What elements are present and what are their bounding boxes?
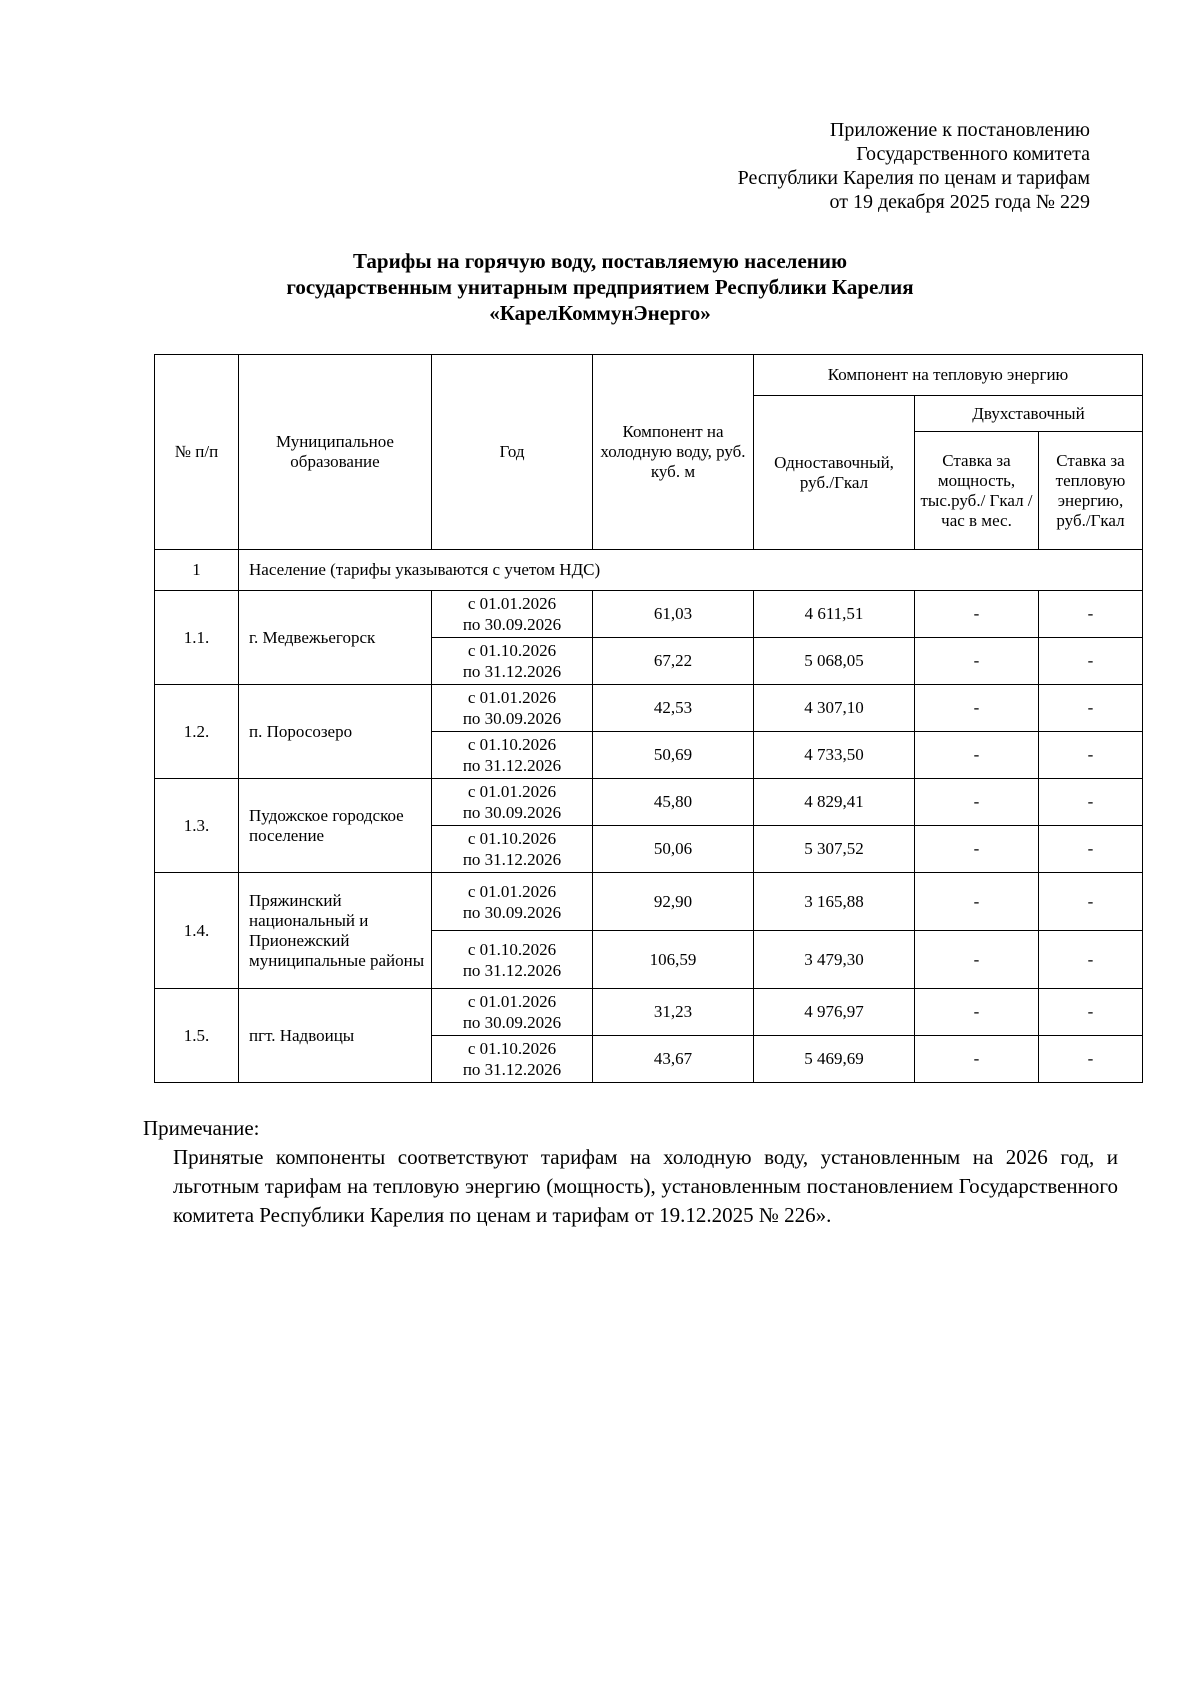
capacity-rate-value: - (915, 989, 1039, 1036)
single-rate-value: 4 733,50 (754, 732, 915, 779)
document-title (0, 248, 1200, 326)
period-from: с 01.01.2026 (467, 782, 557, 801)
title-line: «КарелКоммунЭнерго» (489, 301, 711, 325)
capacity-rate-value: - (915, 873, 1039, 931)
appendix-line: Приложение к постановлению (829, 119, 1090, 141)
table-row (155, 779, 1143, 826)
header-two-rate: Двухставочный (915, 396, 1143, 432)
header-year: Год (432, 355, 593, 550)
energy-rate-value: - (1039, 873, 1143, 931)
cold-water-value: 42,53 (593, 685, 754, 732)
capacity-rate-value: - (915, 826, 1039, 873)
row-num: 1.4. (155, 873, 239, 989)
cold-water-value: 43,67 (593, 1036, 754, 1083)
period-from: с 01.10.2026 (467, 1039, 557, 1058)
municipality-name: Пряжинский национальный и Прионежский муниципальные районы (239, 873, 432, 989)
period-from: с 01.10.2026 (467, 829, 557, 848)
period-from: с 01.10.2026 (467, 735, 557, 754)
period-cell (432, 873, 593, 931)
period-to: по 31.12.2026 (462, 850, 562, 869)
title-line: государственным унитарным предприятием Республики Карелия (286, 275, 914, 299)
single-rate-value: 4 976,97 (754, 989, 915, 1036)
capacity-rate-value: - (915, 732, 1039, 779)
header-num: № п/п (155, 355, 239, 550)
single-rate-value: 3 479,30 (754, 931, 915, 989)
period-from: с 01.01.2026 (467, 688, 557, 707)
single-rate-value: 4 829,41 (754, 779, 915, 826)
cold-water-value: 50,69 (593, 732, 754, 779)
energy-rate-value: - (1039, 591, 1143, 638)
capacity-rate-value: - (915, 591, 1039, 638)
municipality-name: пгт. Надвоицы (239, 989, 432, 1083)
header-single-rate: Одноставочный, руб./Гкал (754, 396, 915, 550)
period-from: с 01.01.2026 (467, 992, 557, 1011)
period-cell (432, 779, 593, 826)
single-rate-value: 5 307,52 (754, 826, 915, 873)
row-num: 1.2. (155, 685, 239, 779)
energy-rate-value: - (1039, 989, 1143, 1036)
period-to: по 30.09.2026 (462, 803, 562, 822)
energy-rate-value: - (1039, 931, 1143, 989)
appendix-line: Республики Карелия по ценам и тарифам (737, 167, 1090, 189)
capacity-rate-value: - (915, 638, 1039, 685)
single-rate-value: 5 068,05 (754, 638, 915, 685)
energy-rate-value: - (1039, 732, 1143, 779)
period-cell (432, 685, 593, 732)
period-cell (432, 638, 593, 685)
period-cell (432, 826, 593, 873)
period-cell (432, 1036, 593, 1083)
capacity-rate-value: - (915, 931, 1039, 989)
header-heat-component: Компонент на тепловую энергию (754, 355, 1143, 396)
energy-rate-value: - (1039, 638, 1143, 685)
single-rate-value: 4 307,10 (754, 685, 915, 732)
period-cell (432, 732, 593, 779)
period-to: по 30.09.2026 (462, 902, 562, 922)
tariff-table (154, 354, 1143, 1083)
row-num: 1.3. (155, 779, 239, 873)
capacity-rate-value: - (915, 685, 1039, 732)
table-row (155, 591, 1143, 638)
note-label: Примечание: (143, 1116, 260, 1140)
period-to: по 30.09.2026 (462, 615, 562, 634)
period-cell (432, 931, 593, 989)
cold-water-value: 31,23 (593, 989, 754, 1036)
row-num: 1.5. (155, 989, 239, 1083)
period-to: по 31.12.2026 (462, 1060, 562, 1079)
period-to: по 31.12.2026 (462, 756, 562, 775)
cold-water-value: 61,03 (593, 591, 754, 638)
appendix-block (738, 118, 1090, 214)
energy-rate-value: - (1039, 826, 1143, 873)
table-row (155, 873, 1143, 931)
municipality-name: г. Медвежьегорск (239, 591, 432, 685)
energy-rate-value: - (1039, 1036, 1143, 1083)
category-num: 1 (155, 550, 239, 591)
cold-water-value: 92,90 (593, 873, 754, 931)
category-row (155, 550, 1143, 591)
period-cell (432, 591, 593, 638)
period-to: по 31.12.2026 (462, 662, 562, 681)
appendix-line: Государственного комитета (856, 143, 1090, 165)
capacity-rate-value: - (915, 1036, 1039, 1083)
period-from: с 01.10.2026 (467, 641, 557, 660)
header-cold-water: Компонент на холодную воду, руб. куб. м (593, 355, 754, 550)
cold-water-value: 106,59 (593, 931, 754, 989)
header-municipality: Муниципальное образование (239, 355, 432, 550)
period-cell (432, 989, 593, 1036)
municipality-name: п. Поросозеро (239, 685, 432, 779)
row-num: 1.1. (155, 591, 239, 685)
period-from: с 01.01.2026 (467, 594, 557, 613)
period-from: с 01.10.2026 (467, 939, 557, 959)
energy-rate-value: - (1039, 779, 1143, 826)
energy-rate-value: - (1039, 685, 1143, 732)
period-to: по 30.09.2026 (462, 709, 562, 728)
period-to: по 30.09.2026 (462, 1013, 562, 1032)
cold-water-value: 45,80 (593, 779, 754, 826)
table-row (155, 685, 1143, 732)
single-rate-value: 4 611,51 (754, 591, 915, 638)
header-energy-rate: Ставка за тепловую энергию, руб./Гкал (1039, 432, 1143, 550)
cold-water-value: 67,22 (593, 638, 754, 685)
single-rate-value: 5 469,69 (754, 1036, 915, 1083)
cold-water-value: 50,06 (593, 826, 754, 873)
capacity-rate-value: - (915, 779, 1039, 826)
appendix-line: от 19 декабря 2025 года № 229 (829, 191, 1090, 213)
category-label: Население (тарифы указываются с учетом НДС) (239, 550, 1143, 591)
single-rate-value: 3 165,88 (754, 873, 915, 931)
period-from: с 01.01.2026 (467, 881, 557, 901)
note-text: Принятые компоненты соответствуют тарифам на холодную воду, установленным на 2026 год, и льготным тарифам на тепловую энергию (мощность), установленным постановлением Государственного комитета Республики Карелия по ценам и тарифам от 19.12.2025 № 226». (173, 1145, 1118, 1227)
table-row (155, 989, 1143, 1036)
title-line: Тарифы на горячую воду, поставляемую населению (352, 249, 848, 273)
period-to: по 31.12.2026 (462, 960, 562, 980)
municipality-name: Пудожское городское поселение (239, 779, 432, 873)
header-capacity-rate: Ставка за мощность, тыс.руб./ Гкал / час в мес. (915, 432, 1039, 550)
